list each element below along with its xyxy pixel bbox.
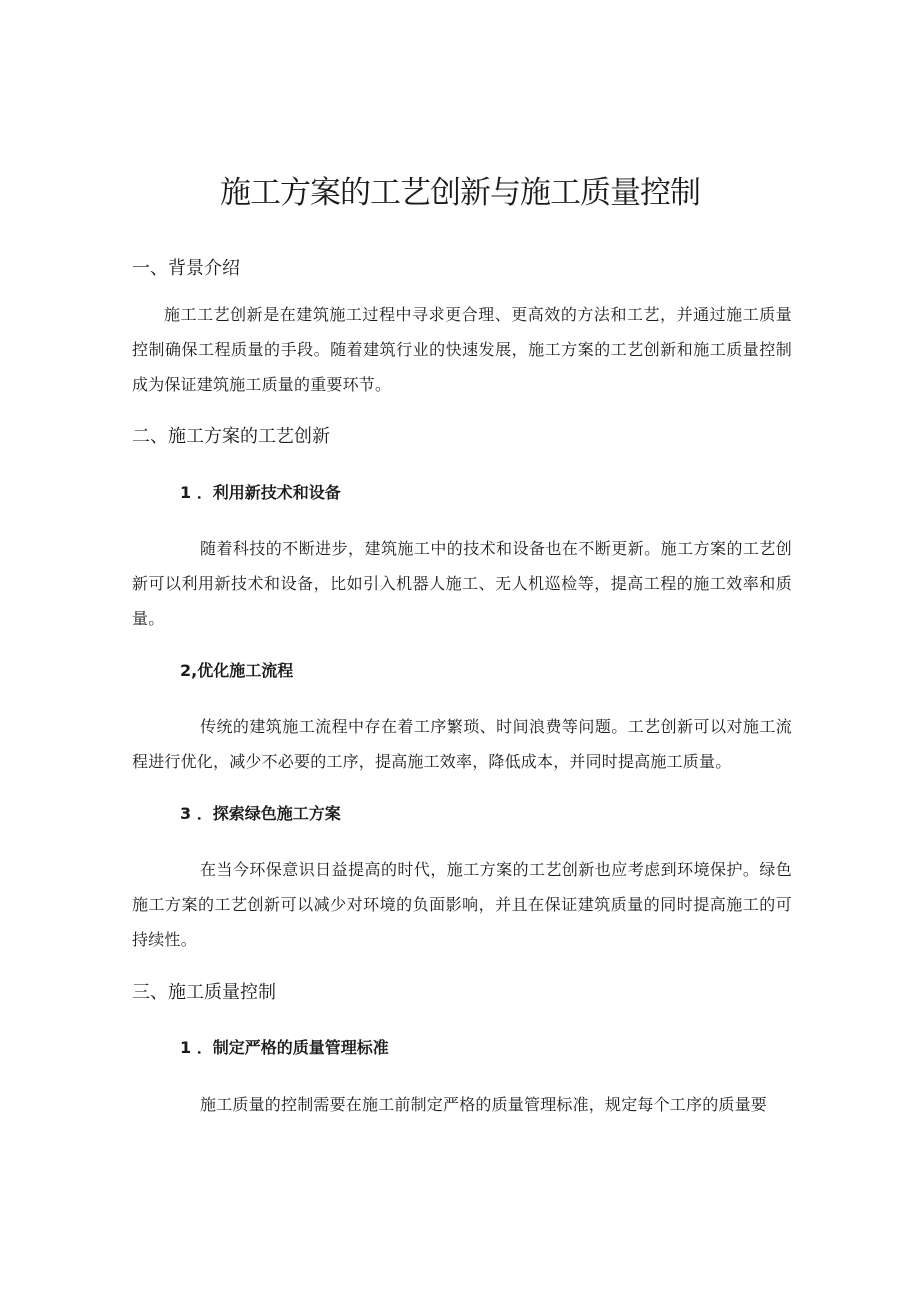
subheading-optimize-flow: 2,优化施工流程 xyxy=(180,661,294,680)
subheading-quality-standard: 1 ．制定严格的质量管理标准 xyxy=(180,1038,389,1057)
paragraph-quality-standard: 施工质量的控制需要在施工前制定严格的质量管理标准，规定每个工序的质量要 xyxy=(200,1095,768,1114)
section-heading-process-innovation: 二、施工方案的工艺创新 xyxy=(132,426,330,447)
paragraph-optimize-flow: 传统的建筑施工流程中存在着工序繁琐、时间浪费等问题。工艺创新可以对施工流程进行优化，减少不必要的工序，提高施工效率，降低成本，并同时提高施工质量。 xyxy=(132,717,792,771)
paragraph-background: 施工工艺创新是在建筑施工过程中寻求更合理、更高效的方法和工艺，并通过施工质量控制确保工程质量的手段。随着建筑行业的快速发展，施工方案的工艺创新和施工质量控制成为保证建筑施工质量的重要环节。 xyxy=(132,305,792,394)
document-title: 施工方案的工艺创新与施工质量控制 xyxy=(220,175,700,211)
subheading-green-plan: 3 ．探索绿色施工方案 xyxy=(180,804,341,823)
paragraph-new-tech: 随着科技的不断进步，建筑施工中的技术和设备也在不断更新。施工方案的工艺创新可以利用新技术和设备，比如引入机器人施工、无人机巡检等，提高工程的施工效率和质量。 xyxy=(132,539,792,628)
section-heading-background: 一、背景介绍 xyxy=(132,258,240,279)
subheading-new-tech: 1 ．利用新技术和设备 xyxy=(180,483,341,502)
section-heading-quality-control: 三、施工质量控制 xyxy=(132,982,276,1003)
paragraph-green-plan: 在当今环保意识日益提高的时代，施工方案的工艺创新也应考虑到环境保护。绿色施工方案的工艺创新可以减少对环境的负面影响，并且在保证建筑质量的同时提高施工的可持续性。 xyxy=(132,860,792,949)
